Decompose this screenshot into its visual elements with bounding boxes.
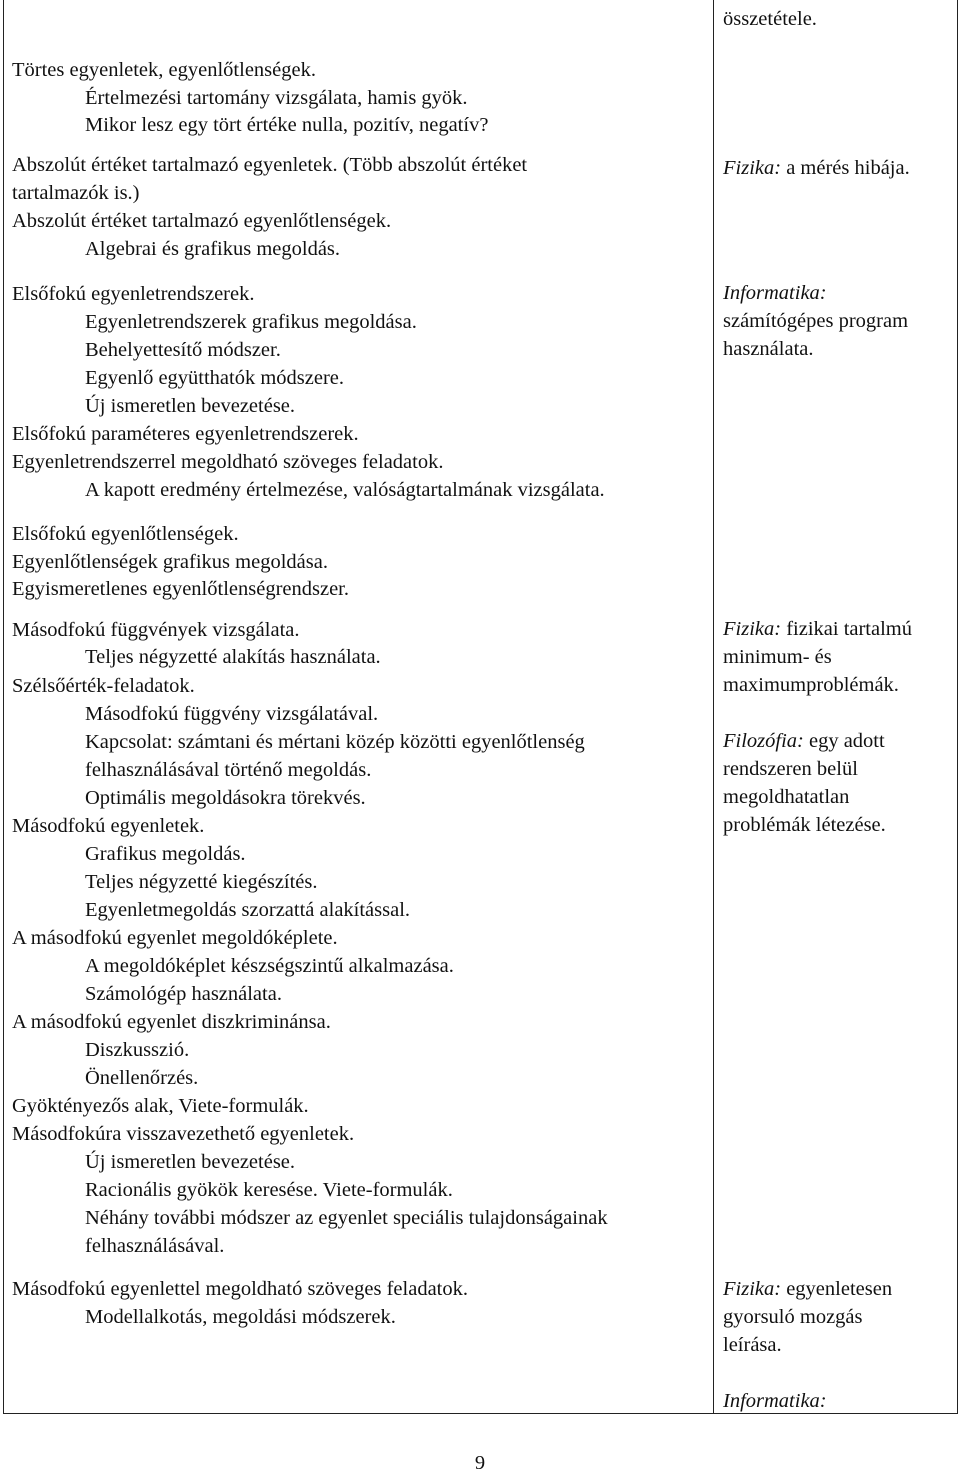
content-line: Másodfokúra visszavezethető egyenletek. [12,1123,355,1145]
content-line: Racionális gyökök keresése. Viete-formulák. [85,1179,453,1201]
content-line: Egyismeretlenes egyenlőtlenségrendszer. [12,578,349,600]
subject-label: Filozófia: [723,730,804,752]
content-line: Új ismeretlen bevezetése. [85,395,296,417]
content-line: Elsőfokú egyenlőtlenségek. [12,523,239,545]
content-line: Elsőfokú egyenletrendszerek. [12,283,255,305]
content-line: Egyenlőtlenségek grafikus megoldása. [12,551,328,573]
content-line: Szélsőérték-feladatok. [12,675,195,697]
side-note-line: Fizika: fizikai tartalmú [723,618,912,640]
side-note-line: Fizika: a mérés hibája. [723,157,910,179]
content-line: Abszolút értéket tartalmazó egyenletek. (Több abszolút értéket [12,154,528,176]
content-line: Másodfokú egyenletek. [12,815,205,837]
content-line: Másodfokú függvény vizsgálatával. [85,703,379,725]
content-line: Algebrai és grafikus megoldás. [85,238,341,260]
content-line: Abszolút értéket tartalmazó egyenlőtlenségek. [12,210,392,232]
content-line: Behelyettesítő módszer. [85,339,281,361]
content-line: Másodfokú egyenlettel megoldható szöveges feladatok. [12,1278,468,1300]
side-note-line: problémák létezése. [723,814,886,836]
side-note-line: minimum- és [723,646,832,668]
content-line: Elsőfokú paraméteres egyenletrendszerek. [12,423,359,445]
content-line: A másodfokú egyenlet megoldóképlete. [12,927,338,949]
content-line: Másodfokú függvények vizsgálata. [12,619,300,641]
content-line: Diszkusszió. [85,1039,190,1061]
side-note-line: Fizika: egyenletesen [723,1278,893,1300]
content-line: Egyenletrendszerrel megoldható szöveges feladatok. [12,451,444,473]
side-note-line: számítógépes program [723,310,909,332]
content-line: Törtes egyenletek, egyenlőtlenségek. [12,59,316,81]
side-note-line: megoldhatatlan [723,786,850,808]
content-line: Néhány további módszer az egyenlet speciális tulajdonságainak [85,1207,608,1229]
content-line: Egyenletmegoldás szorzattá alakítással. [85,899,411,921]
subject-label: Informatika: [723,1390,827,1412]
content-line: Gyöktényezős alak, Viete-formulák. [12,1095,309,1117]
content-line: Grafikus megoldás. [85,843,246,865]
content-line: Új ismeretlen bevezetése. [85,1151,296,1173]
side-note-line: leírása. [723,1334,782,1356]
content-line: tartalmazók is.) [12,182,140,204]
side-note-line: maximumproblémák. [723,674,899,696]
content-line: Teljes négyzetté alakítás használata. [85,646,381,668]
content-line: Kapcsolat: számtani és mértani közép közötti egyenlőtlenség [85,731,585,753]
side-note-line: gyorsuló mozgás [723,1306,863,1328]
content-line: Modellalkotás, megoldási módszerek. [85,1306,396,1328]
subject-label: Fizika: [723,618,782,640]
content-line: Egyenlő együtthatók módszere. [85,367,345,389]
content-line: A megoldóképlet készségszintű alkalmazása. [85,955,454,977]
content-line: Optimális megoldásokra törekvés. [85,787,366,809]
content-line: felhasználásával történő megoldás. [85,759,372,781]
side-note-line: használata. [723,338,814,360]
column-divider [713,0,714,1414]
content-line: Értelmezési tartomány vizsgálata, hamis gyök. [85,87,468,109]
subject-label: Fizika: [723,1278,782,1300]
content-line: Számológép használata. [85,983,282,1005]
side-note-line: összetétele. [723,8,817,30]
side-note-line: rendszeren belül [723,758,858,780]
subject-label: Fizika: [723,157,782,179]
content-line: Teljes négyzetté kiegészítés. [85,871,318,893]
content-line: A kapott eredmény értelmezése, valóságtartalmának vizsgálata. [85,479,605,501]
content-line: A másodfokú egyenlet diszkriminánsa. [12,1011,331,1033]
content-line: Mikor lesz egy tört értéke nulla, pozitív, negatív? [85,114,489,136]
content-line: Egyenletrendszerek grafikus megoldása. [85,311,417,333]
side-note-line: Filozófia: egy adott [723,730,885,752]
page-number: 9 [474,1452,486,1474]
content-line: felhasználásával. [85,1235,225,1257]
subject-label: Informatika: [723,282,827,304]
content-line: Önellenőrzés. [85,1067,199,1089]
